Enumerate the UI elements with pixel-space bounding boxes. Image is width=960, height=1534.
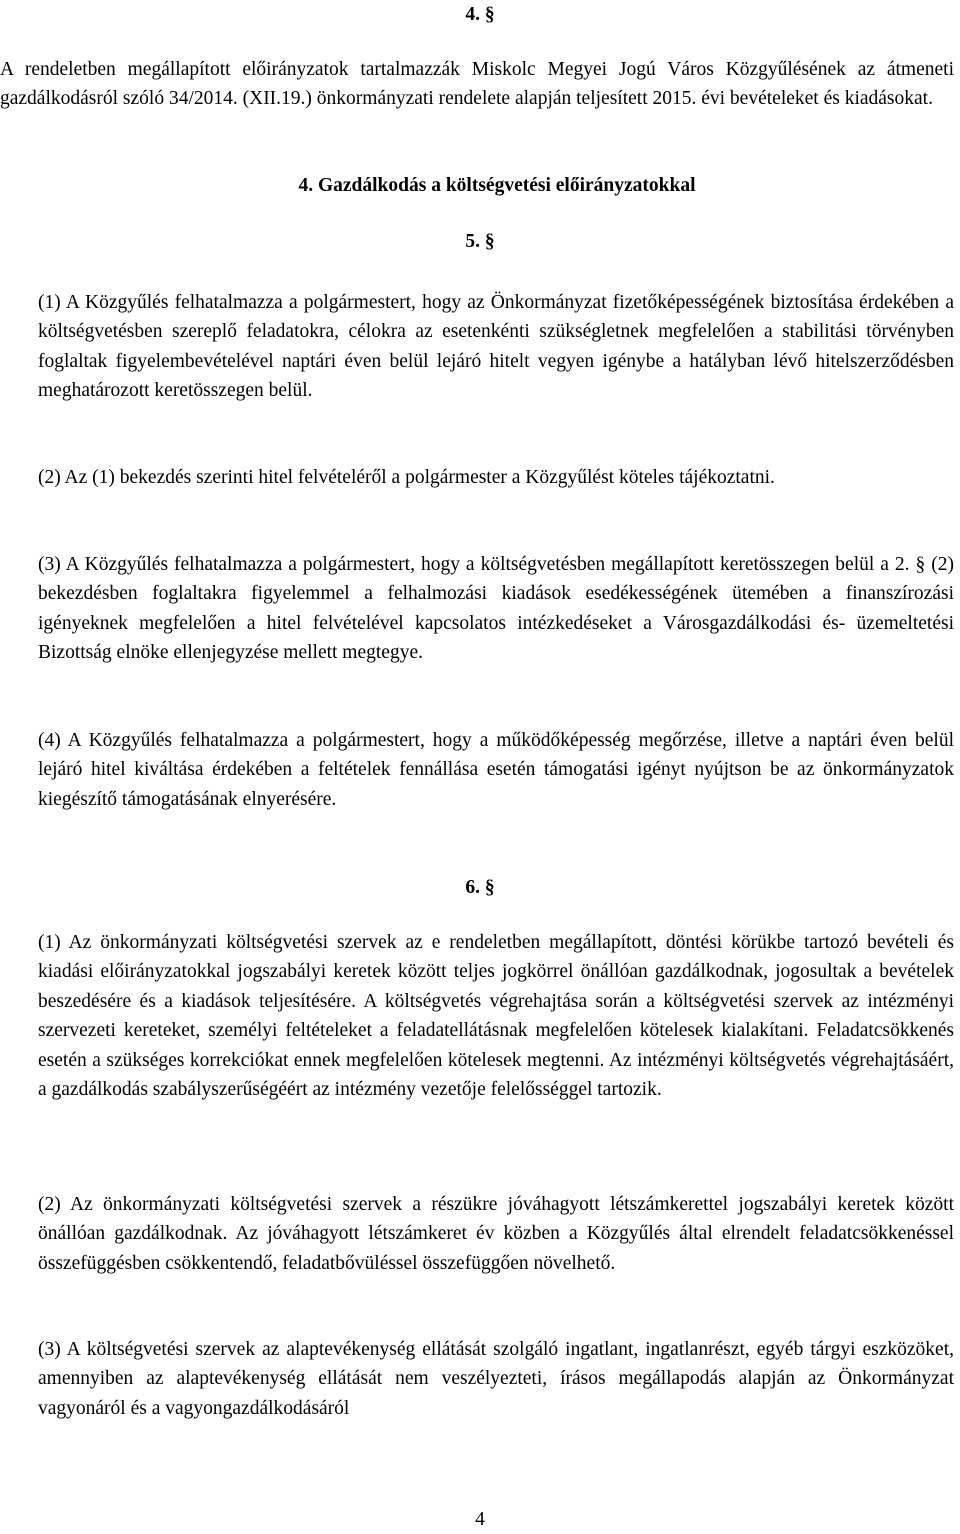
- section-5-heading: 5. §: [465, 231, 495, 252]
- section-6-heading: 6. §: [465, 877, 495, 898]
- section-5-paragraph-3: (3) A Közgyűlés felhatalmazza a polgármestert, hogy a költségvetésben megállapított keretösszegen belül a 2. § (2) bekezdésben foglaltakra figyelemmel a felhalmozási kiadások esedékességének ütemében a finanszírozási igényeknek megfelelően a hitel felvételével kapcsolatos intézkedéseket a Városgazdálkodási és- üzemeltetési Bizottság elnöke ellenjegyzése mellett megtegye.: [38, 554, 954, 664]
- section-6-paragraph-2: (2) Az önkormányzati költségvetési szervek a részükre jóváhagyott létszámkerettel jogszabályi keretek között önállóan gazdálkodnak. Az jóváhagyott létszámkeret év közben a Közgyűlés által elrendelt feladatcsökkenéssel összefüggésben csökkentendő, feladatbővüléssel összefüggően növelhető.: [38, 1194, 954, 1274]
- section-5-paragraph-1: (1) A Közgyűlés felhatalmazza a polgármestert, hogy az Önkormányzat fizetőképességének biztosítása érdekében a költségvetésben szereplő feladatokra, célokra az esetenkénti szükségletnek megfelelően a stabilitási törvényben foglaltak figyelembevételével naptári éven belül lejáró hitelt vegyen igénybe a hatályban lévő hitelszerződésben meghatározott keretösszegen belül.: [38, 292, 954, 402]
- chapter-title: 4. Gazdálkodás a költségvetési előirányzatokkal: [298, 175, 696, 196]
- section-6-paragraph-3: (3) A költségvetési szervek az alaptevékenység ellátását szolgáló ingatlant, ingatlanrészt, egyéb tárgyi eszközöket, amennyiben az alaptevékenység ellátását nem veszélyezteti, írásos megállapodás alapján az Önkormányzat vagyonáról és a vagyongazdálkodásáról: [38, 1339, 954, 1419]
- page-number: 4: [475, 1509, 485, 1530]
- section-5-paragraph-2: (2) Az (1) bekezdés szerinti hitel felvételéről a polgármester a Közgyűlést köteles tájékoztatni.: [38, 467, 775, 488]
- section-4-text: A rendeletben megállapított előirányzatok tartalmazzák Miskolc Megyei Jogú Város Közgyűlésének az átmeneti gazdálkodásról szóló 34/2014. (XII.19.) önkormányzati rendelete alapján teljesített 2015. évi bevételeket és kiadásokat.: [0, 59, 954, 110]
- section-6-paragraph-1: (1) Az önkormányzati költségvetési szervek az e rendeletben megállapított, döntési körükbe tartozó bevételi és kiadási előirányzatokkal jogszabályi keretek között teljes jogkörrel önállóan gazdálkodnak, jogosultak a bevételek beszedésére és a kiadások teljesítésére. A költségvetés végrehajtása során a költségvetési szervek az intézményi szervezeti kereteket, személyi feltételeket a feladatellátásnak megfelelően kötelesek kialakítani. Feladatcsökkenés esetén a szükséges korrekciókat ennek megfelelően kötelesek megtenni. Az intézményi költségvetés végrehajtásáért, a gazdálkodás szabályszerűségéért az intézmény vezetője felelősséggel tartozik.: [38, 932, 954, 1101]
- section-5-paragraph-4: (4) A Közgyűlés felhatalmazza a polgármestert, hogy a működőképesség megőrzése, illetve a naptári éven belül lejáró hitel kiváltása érdekében a feltételek fennállása esetén támogatási igényt nyújtson be az önkormányzatok kiegészítő támogatásának elnyerésére.: [38, 730, 954, 810]
- section-4-heading: 4. §: [465, 4, 495, 25]
